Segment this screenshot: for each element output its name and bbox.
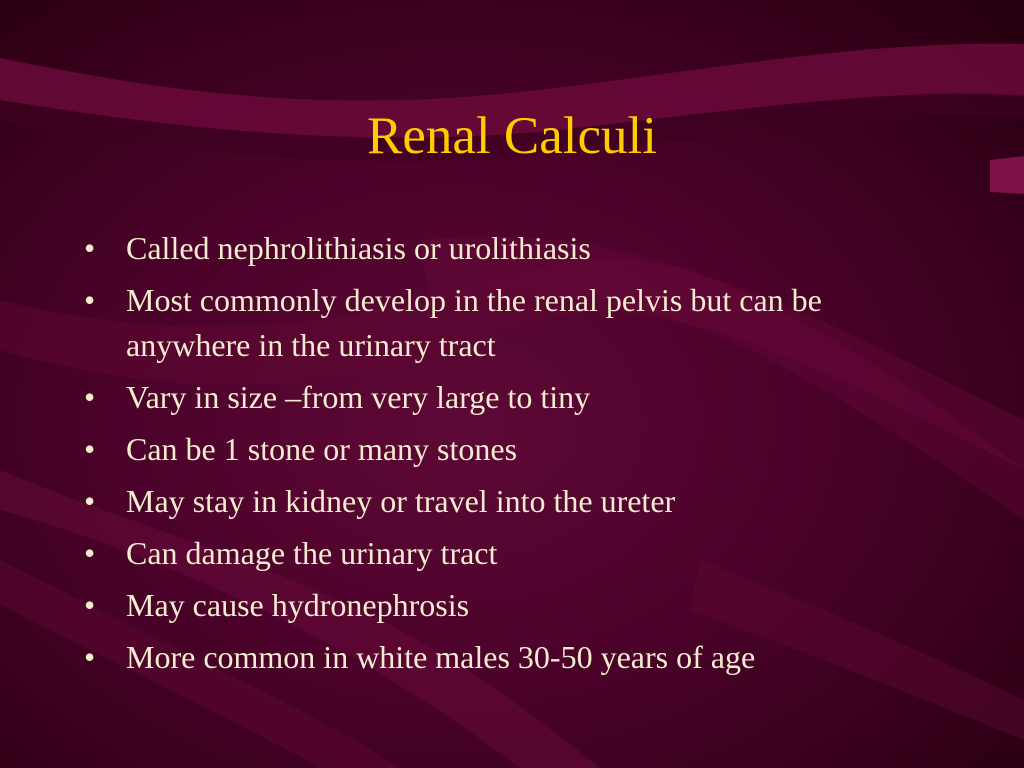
- bullet-icon: •: [84, 483, 96, 519]
- bullet-text: Most commonly develop in the renal pelvis but can be anywhere in the urinary tract: [126, 282, 822, 363]
- bullet-icon: •: [84, 379, 96, 415]
- bullet-list: [84, 226, 934, 687]
- bullet-text: May cause hydronephrosis: [126, 587, 470, 623]
- list-item: [84, 375, 934, 420]
- list-item: [84, 226, 934, 271]
- list-item: [84, 278, 934, 368]
- bullet-text: Can be 1 stone or many stones: [126, 431, 518, 467]
- slide-title: Renal Calculi: [367, 107, 657, 165]
- list-item: [84, 583, 934, 628]
- bullet-text: Can damage the urinary tract: [126, 535, 498, 571]
- bullet-icon: •: [84, 639, 96, 675]
- bullet-text: More common in white males 30-50 years of age: [126, 639, 756, 675]
- bullet-text: May stay in kidney or travel into the ureter: [126, 483, 676, 519]
- list-item: [84, 531, 934, 576]
- list-item: [84, 479, 934, 524]
- bullet-icon: •: [84, 230, 96, 266]
- bullet-icon: •: [84, 587, 96, 623]
- list-item: [84, 427, 934, 472]
- bullet-icon: •: [84, 431, 96, 467]
- list-item: [84, 635, 934, 680]
- bullet-text: Called nephrolithiasis or urolithiasis: [126, 230, 591, 266]
- bullet-icon: •: [84, 282, 96, 318]
- bullet-icon: •: [84, 535, 96, 571]
- bullet-text: Vary in size –from very large to tiny: [126, 379, 591, 415]
